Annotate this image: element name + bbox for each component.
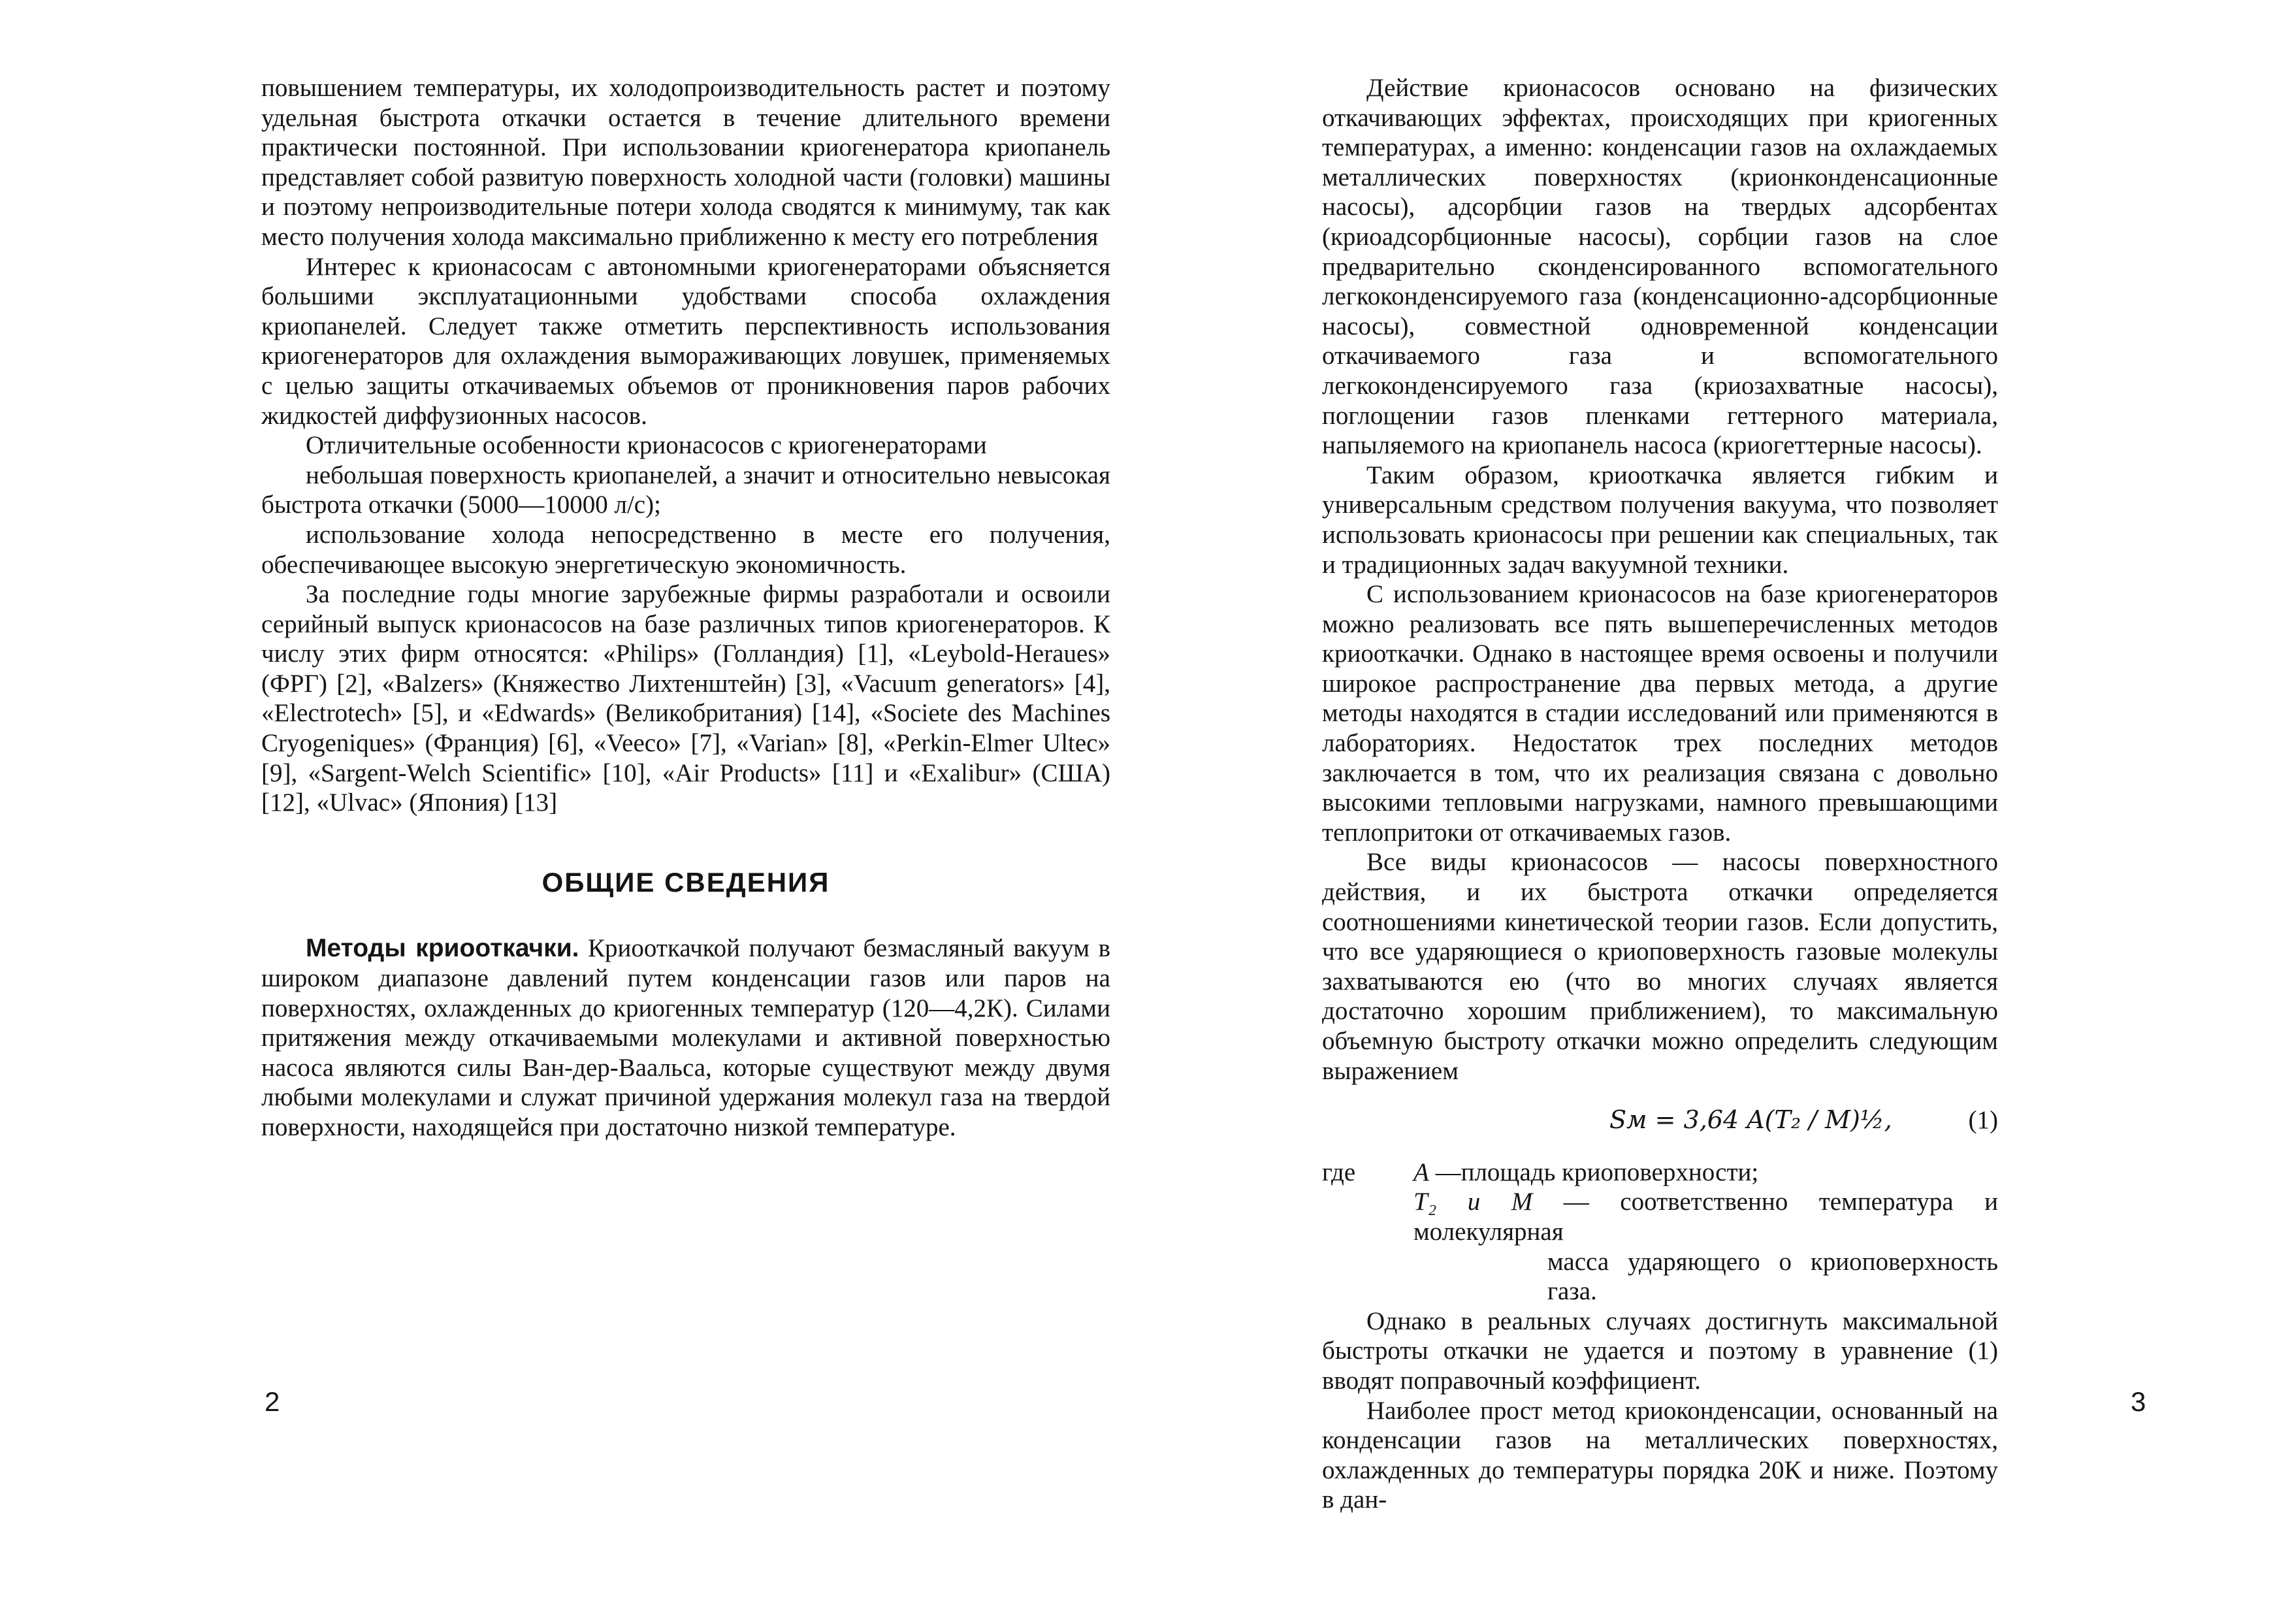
formula-row — [1322, 1105, 1998, 1135]
methods-run-in-heading: Методы криооткачки. — [306, 934, 579, 963]
formula: Sм = 3,64 A(T₂ / M)½, — [1609, 1105, 1892, 1135]
paragraph: Таким образом, криооткачка является гибким и универсальным средством получения вакуума, что позволяет использовать крионасосы при решении как специальных, так и традиционных задач вакуумной техники. — [1322, 461, 1998, 579]
methods-text: Криооткачкой получают безмасляный вакуум в широком диапазоне давлений путем конденсации газов или паров на поверхностях, охлажденных до криогенных температур (120—4,2К). Силами притяжения между откачиваемыми молекулами и активной поверхностью насоса являются силы Ван-дер-Ваальса, которые существуют между двумя любыми молекулами и служат причиной удержания молекул газа на твердой поверхности, находящейся при достаточно низкой температуре. — [261, 934, 1111, 1141]
where-spacer — [1322, 1187, 1413, 1246]
paragraph: Все виды крионасосов — насосы поверхностного действия, и их быстрота откачки определяется соотношениями кинетической теории газов. Если допустить, что все ударяющиеся о криоповерхность газовые молекулы захватываются ею (что во многих случаях является достаточно хорошим приближением), то максимальную объемную быстроту откачки можно определить следующим выражением — [1322, 848, 1998, 1085]
list-item: использование холода непосредственно в месте его получения, обеспечивающее высокую энергетическую экономичность. — [261, 520, 1110, 579]
where-item — [1413, 1187, 1998, 1246]
paragraph: За последние годы многие зарубежные фирмы разработали и освоили серийный выпуск крионасосов на базе различных типов криогенераторов. К числу этих фирм относятся: «Philips» (Голландия) [1], «Leybold-Heraues» (ФРГ) [2], «Balzers» (Княжество Лихтенштейн) [3], «Vacuum generators» [4], «Electrotech» [5], и «Edwards» (Великобритания) [14], «Societe des Machines Cryogeniques» (Франция) [6], «Veeco» [7], «Varian» [8], «Perkin-Elmer Ultec» [9], «Sargent-Welch Scientific» [10], «Air Products» [11] и «Exalibur» (США) [12], «Ulvac» (Япония) [13] — [261, 580, 1110, 817]
paragraph: Интерес к крионасосам с автономными криогенераторами объясняется большими эксплуатационными удобствами способа охлаждения криопанелей. Следует также отметить перспективность использования криогенераторов для охлаждения вымораживающих ловушек, применяемых с целью защиты откачиваемых объемов от проникновения паров рабочих жидкостей диффузионных насосов. — [261, 252, 1110, 430]
paragraph: С использованием крионасосов на базе криогенераторов можно реализовать все пять вышеперечисленных методов криооткачки. Однако в настоящее время освоены и получили широкое распространение два первых метода, а другие методы находятся в стадии исследований или применяются в лабораториях. Недостаток трех последних методов заключается в том, что их реализация связана с довольно высокими тепловыми нагрузками, намного превышающими теплопритоки от откачиваемых газов. — [1322, 580, 1998, 847]
paragraph: Действие крионасосов основано на физических откачивающих эффектах, происходящих при криогенных температурах, а именно: конденсации газов на охлаждаемых металлических поверхностях (крионконденсационные насосы), адсорбции газов на твердых адсорбентах (криоадсорбционные насосы), сорбции газов на слое предварительно сконденсированного вспомогательного легкоконденсируемого газа (конденсационно-адсорбционные насосы), совместной одновременной конденсации откачиваемого газа и вспомогательного легкоконденсируемого газа (криозахватные насосы), поглощении газов пленками геттерного материала, напыляемого на криопанель насоса (криогеттерные насосы). — [1322, 74, 1998, 460]
page-number: 2 — [265, 1386, 280, 1417]
where-definition: —площадь криоповерхности; — [1435, 1158, 1759, 1186]
where-item — [1413, 1158, 1998, 1188]
right-page — [1146, 0, 2292, 1624]
where-label: где — [1322, 1158, 1356, 1186]
where-symbol: T₂ и M — [1413, 1188, 1533, 1216]
paragraph: Наиболее прост метод криоконденсации, основанный на конденсации газов на металлических поверхностях, охлажденных до температуры порядка 20К и ниже. Поэтому в дан- — [1322, 1396, 1998, 1514]
page-number: 3 — [2131, 1386, 2146, 1417]
list-item: небольшая поверхность криопанелей, а значит и относительно невысокая быстрота откачки (5000—10000 л/с); — [261, 461, 1110, 519]
equation-number: (1) — [1968, 1106, 1998, 1135]
where-continuation: масса ударяющего о криоповерхность газа. — [1547, 1247, 1998, 1306]
where-block — [1322, 1158, 1998, 1307]
where-symbol: A — [1413, 1158, 1429, 1186]
section-heading: ОБЩИЕ СВЕДЕНИЯ — [541, 866, 830, 898]
paragraph: Однако в реальных случаях достигнуть максимальной быстроты откачки не удается и поэтому в уравнение (1) вводят поправочный коэффициент. — [1322, 1307, 1998, 1395]
methods-paragraph — [261, 934, 1110, 1142]
where-definition: — соответственно температура и молекулярная — [1413, 1188, 1998, 1246]
paragraph: повышением температуры, их холодопроизводительность растет и поэтому удельная быстрота откачки остается в течение длительного времени практически постоянной. При использовании криогенератора криопанель представляет собой развитую поверхность холодной части (головки) машины и поэтому непроизводительные потери холода сводятся к минимуму, так как место получения холода максимально приближенно к месту его потребления — [261, 74, 1110, 251]
right-text-column — [1322, 73, 1998, 1515]
left-text-column — [261, 73, 1110, 1143]
paragraph: Отличительные особенности крионасосов с криогенераторами — [306, 431, 987, 460]
